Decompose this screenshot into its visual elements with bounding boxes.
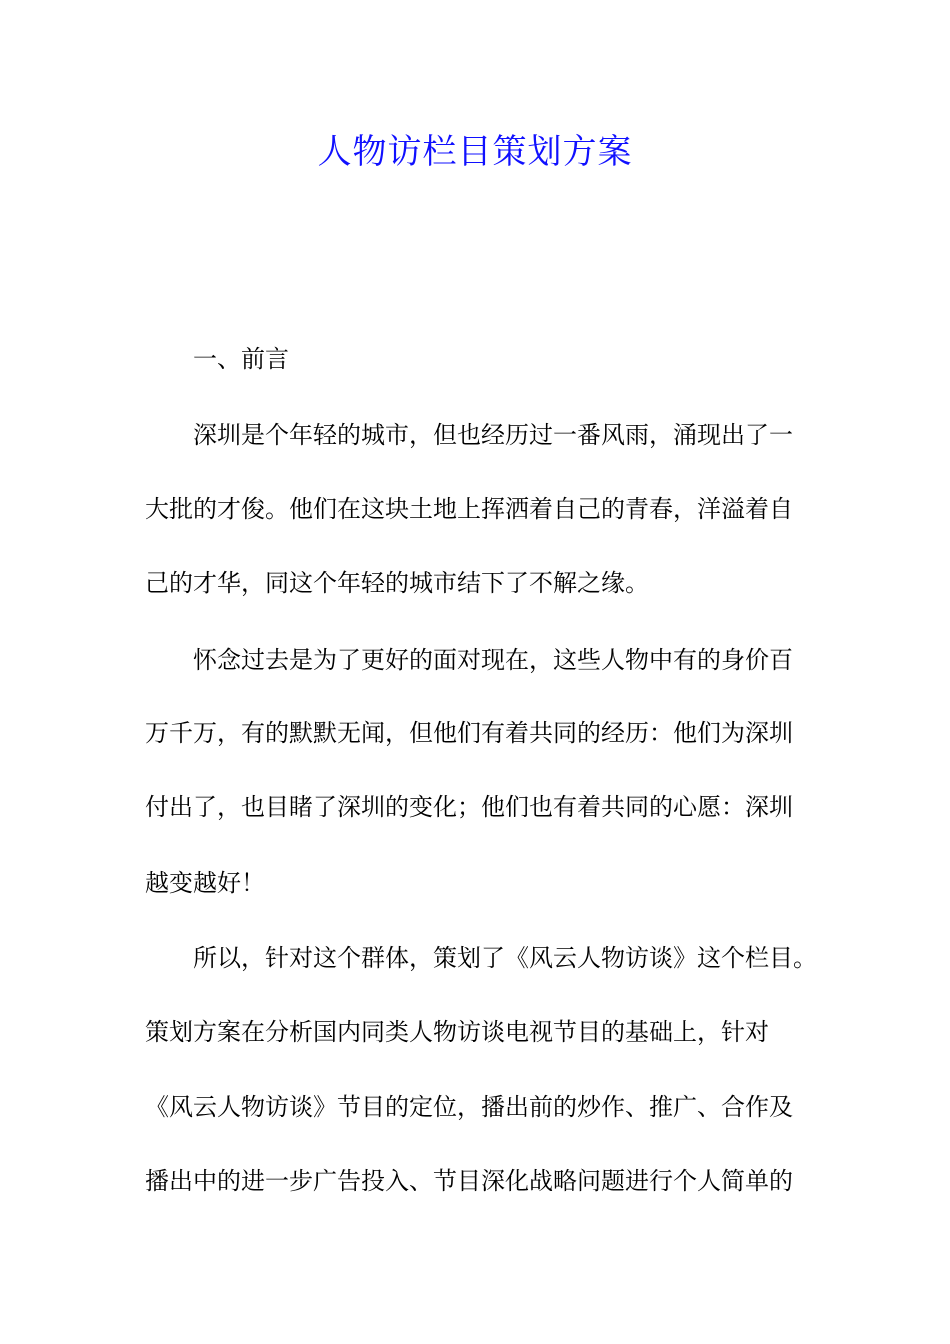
paragraph-line: 播出中的进一步广告投入、节目深化战略问题进行个人简单的	[145, 1167, 793, 1195]
paragraph-line: 所以，针对这个群体，策划了《风云人物访谈》这个栏目。	[193, 944, 817, 972]
document-title: 人物访栏目策划方案	[317, 132, 633, 172]
paragraph-line: 深圳是个年轻的城市，但也经历过一番风雨，涌现出了一	[193, 421, 793, 449]
paragraph-line: 万千万，有的默默无闻，但他们有着共同的经历：他们为深圳	[145, 719, 793, 747]
paragraph-line: 《风云人物访谈》节目的定位，播出前的炒作、推广、合作及	[145, 1093, 793, 1121]
paragraph-line: 怀念过去是为了更好的面对现在，这些人物中有的身价百	[193, 646, 793, 674]
paragraph-line: 付出了，也目睹了深圳的变化；他们也有着共同的心愿：深圳	[145, 793, 793, 821]
paragraph-line: 大批的才俊。他们在这块土地上挥洒着自己的青春，洋溢着自	[145, 495, 793, 523]
section-heading-preface: 一、前言	[193, 345, 289, 373]
paragraph-line: 己的才华，同这个年轻的城市结下了不解之缘。	[145, 569, 649, 597]
paragraph-line: 策划方案在分析国内同类人物访谈电视节目的基础上，针对	[145, 1018, 769, 1046]
paragraph-line: 越变越好！	[145, 869, 265, 897]
